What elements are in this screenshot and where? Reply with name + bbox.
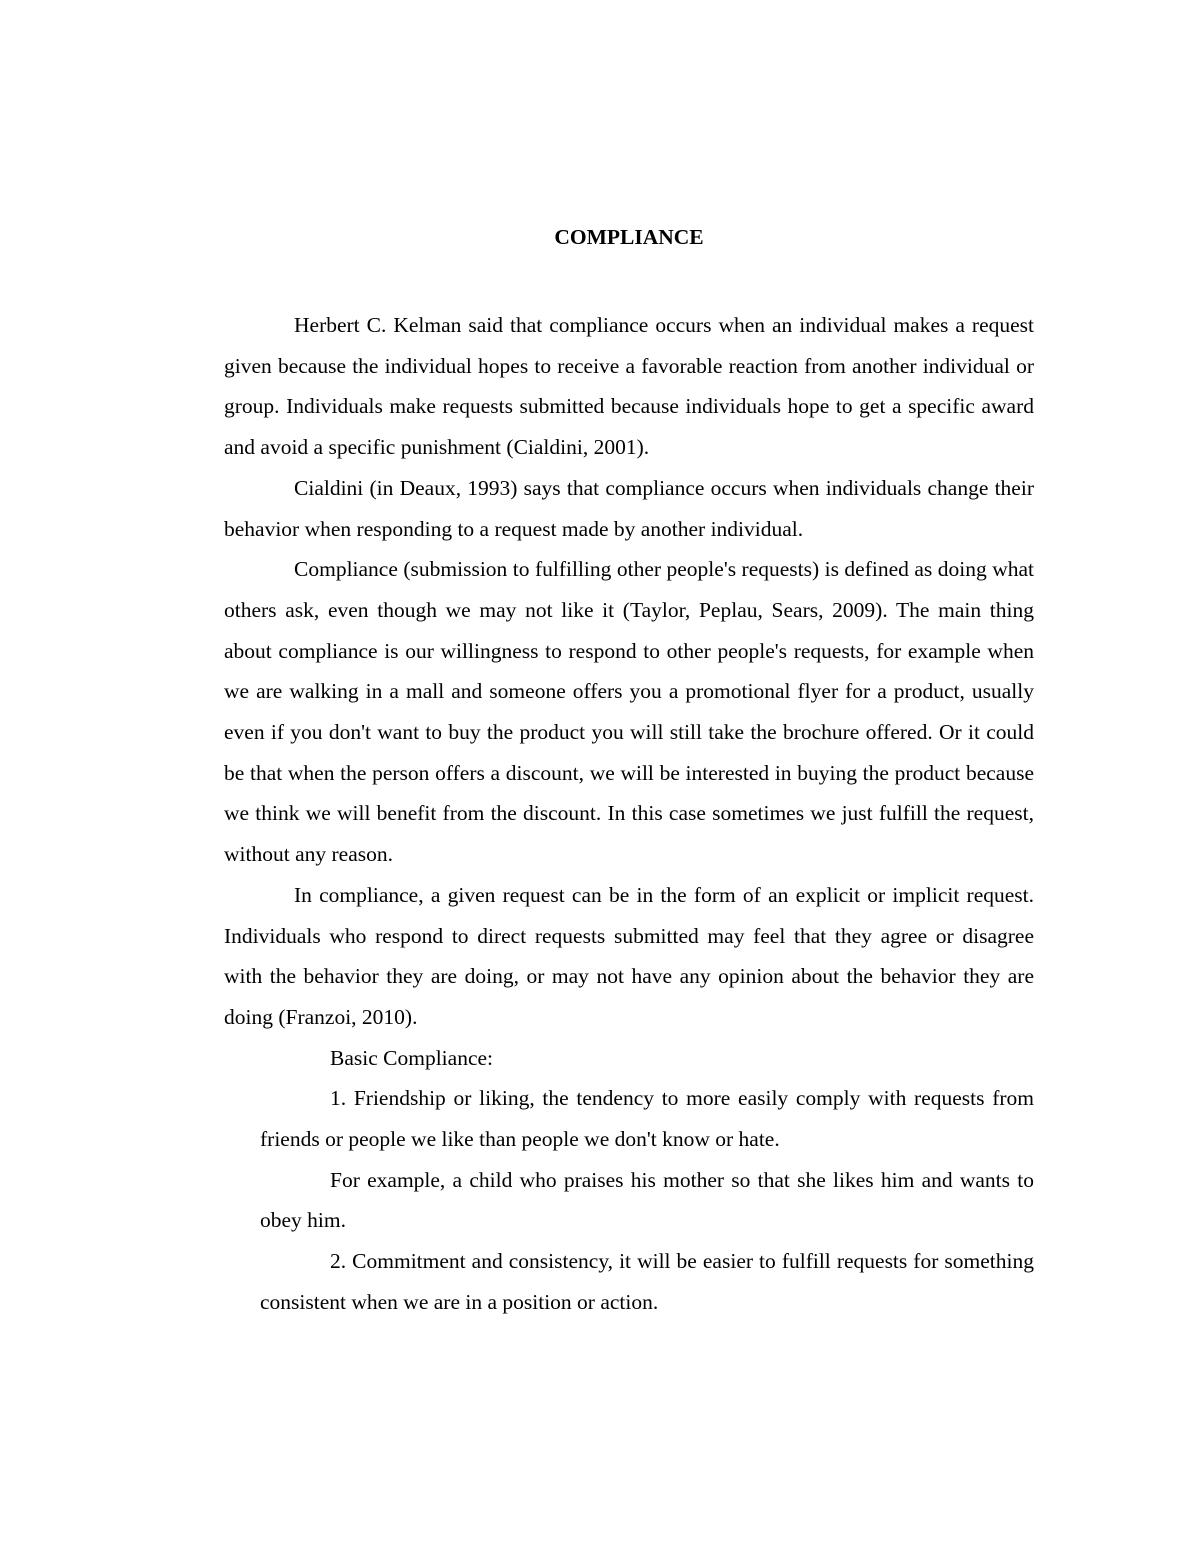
document-page — [224, 222, 1034, 1323]
list-item-friendship: 1. Friendship or liking, the tendency to more easily comply with requests from friends or people we like than people we don't know or hate. — [260, 1086, 1034, 1152]
list-item-commitment: 2. Commitment and consistency, it will be easier to fulfill requests for something consistent when we are in a position or action. — [260, 1249, 1034, 1314]
basic-compliance-heading: Basic Compliance: — [330, 1045, 494, 1070]
paragraph-kelman: Herbert C. Kelman said that compliance occurs when an individual makes a request given because the individual hopes to receive a favorable reaction from another individual or group. Individuals make requests submitted because individuals hope to get a specific award and avoid a specific punishment (Cialdini, 2001). — [224, 313, 1034, 460]
paragraph-definition: Compliance (submission to fulfilling other people's requests) is defined as doing what others ask, even though we may not like it (Taylor, Peplau, Sears, 2009). The main thing about compliance is our willingness to respond to other people's requests, for example when we are walking in a mall and someone offers you a promotional flyer for a product, usually even if you don't want to buy the product you will still take the brochure offered. Or it could be that when the person offers a discount, we will be interested in buying the product because we think we will benefit from the discount. In this case sometimes we just fulfill the request, without any reason. — [224, 557, 1034, 867]
paragraph-cialdini: Cialdini (in Deaux, 1993) says that compliance occurs when individuals change their behavior when responding to a request made by another individual. — [224, 475, 1034, 541]
list-item-example: For example, a child who praises his mother so that she likes him and wants to obey him. — [260, 1167, 1034, 1233]
paragraph-explicit-implicit: In compliance, a given request can be in the form of an explicit or implicit request. Individuals who respond to direct requests submitted may feel that they agree or disagree with the behavior they are doing, or may not have any opinion about the behavior they are doing (Franzoi, 2010). — [224, 882, 1034, 1029]
document-title: COMPLIANCE — [554, 225, 704, 249]
